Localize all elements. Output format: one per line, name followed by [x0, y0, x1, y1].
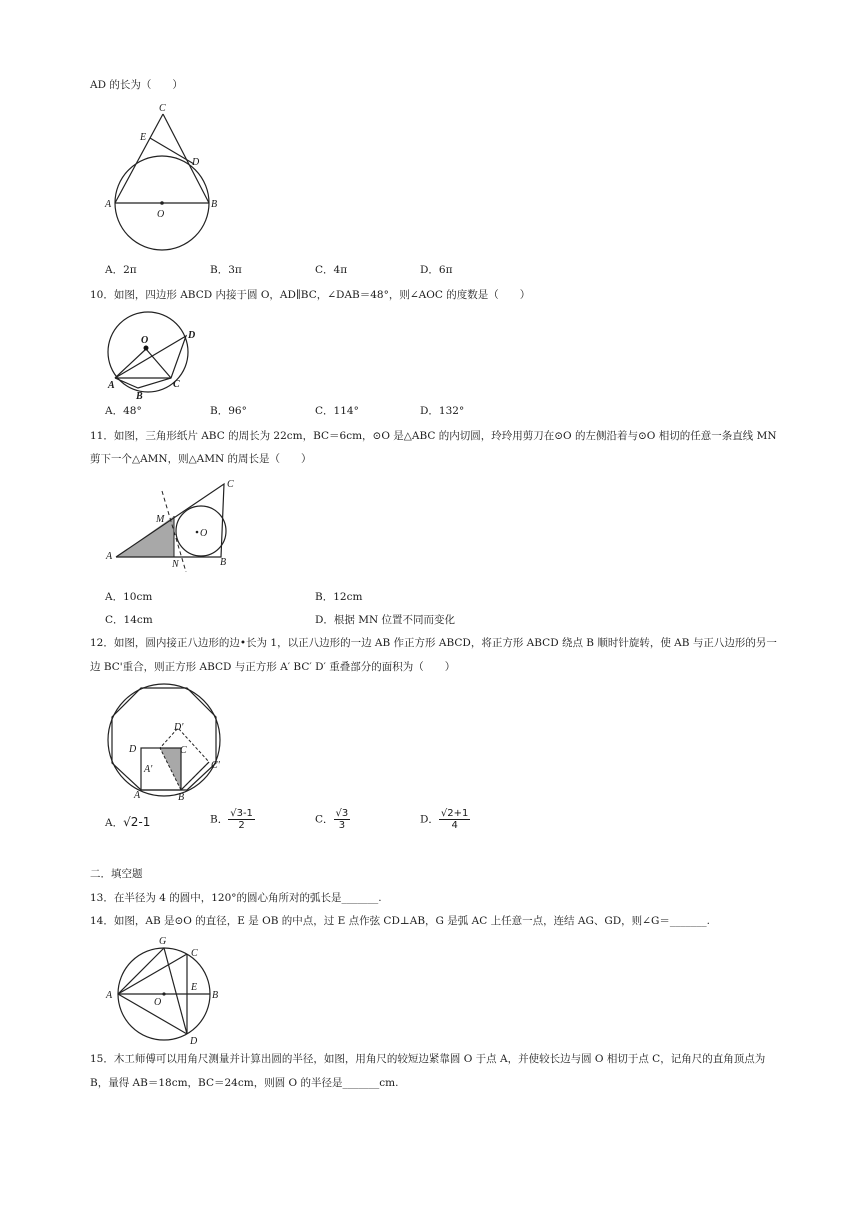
- q14-label-o: O: [154, 997, 162, 1008]
- q13-stem: 13．在半径为 4 的圆中，120°的圆心角所对的弧长是_______.: [90, 892, 382, 904]
- q12-stem-line1: 12．如图，圆内接正八边形的边•长为 1，以正八边形的一边 AB 作正方形 ABCD，将正方形 ABCD 绕点 B 顺时针旋转，使 AB 与正八边形的另一: [90, 637, 777, 649]
- q12-option-c: [315, 808, 350, 831]
- q10-option-d: D．132°: [420, 405, 465, 417]
- q11-label-o: O: [200, 528, 208, 539]
- q15-stem-line1: 15．木工师傅可以用角尺测量并计算出圆的半径，如图，用角尺的较短边紧靠圆 O 于点 A，并使较长边与圆 O 相切于点 C，记角尺的直角顶点为: [90, 1053, 766, 1065]
- q12-option-a-expr: √2-1: [123, 815, 151, 829]
- q10-figure: [100, 306, 200, 401]
- q11-center-dot: [196, 531, 199, 534]
- q12-option-b: [210, 808, 255, 831]
- q12-label-d: D: [129, 744, 137, 755]
- q12-circle: [108, 684, 220, 796]
- q10-option-c: C．114°: [315, 405, 359, 417]
- q9-label-b: B: [211, 199, 218, 210]
- q12-option-c-numerator: √3: [335, 808, 349, 819]
- q10-option-b: B．96°: [210, 405, 247, 417]
- q10-label-d: D: [188, 330, 196, 341]
- q12-label-c-prime: C': [211, 760, 220, 771]
- q14-segment-ad: [118, 994, 187, 1034]
- section-heading-fill-in: 二．填空题: [90, 868, 143, 880]
- q12-option-b-denominator: 2: [238, 820, 245, 831]
- q10-stem: 10．如图，四边形 ABCD 内接于圆 O，AD∥BC，∠DAB＝48°，则∠AOC 的度数是（ ）: [90, 289, 531, 301]
- q12-option-d-denominator: 4: [451, 820, 458, 831]
- q12-stem-line2: 边 BC'重合，则正方形 ABCD 与正方形 A′ BC′ D′ 重叠部分的面积为（ ）: [90, 661, 456, 673]
- q14-label-a: A: [106, 990, 113, 1001]
- q9-segment-ed: [150, 138, 194, 164]
- q10-radius-oc: [146, 349, 171, 378]
- q11-option-c: C．14cm: [105, 614, 153, 626]
- q11-label-c: C: [227, 479, 234, 490]
- q11-stem-line2: 剪下一个△AMN，则△AMN 的周长是（ ）: [90, 453, 312, 465]
- q11-label-m: M: [156, 514, 165, 525]
- q10-radius-oa: [115, 349, 146, 378]
- q9-label-d: D: [192, 157, 200, 168]
- q9-stem-tail: AD 的长为（ ）: [90, 79, 183, 91]
- q9-label-e: E: [140, 132, 147, 143]
- q12-option-b-fraction: [228, 808, 255, 831]
- q9-option-c: C．4π: [315, 264, 348, 276]
- q9-label-c: C: [159, 103, 166, 114]
- q12-option-d-numerator: √2+1: [440, 808, 469, 819]
- q11-figure: [104, 474, 244, 572]
- q12-side-bc-prime: [181, 762, 209, 790]
- q9-label-a: A: [105, 199, 112, 210]
- q9-figure: [100, 100, 230, 258]
- q11-option-a: A．10cm: [105, 591, 153, 603]
- q12-option-a-label: A．: [105, 817, 124, 829]
- q11-label-a: A: [106, 551, 113, 562]
- q12-figure: [104, 680, 234, 802]
- q12-option-b-label: B．: [210, 813, 229, 826]
- q14-label-c: C: [191, 948, 198, 959]
- q12-option-d-label: D．: [420, 813, 439, 826]
- q12-option-a: [105, 815, 150, 830]
- q12-option-d-fraction: [439, 808, 470, 831]
- q9-option-b: B．3π: [210, 264, 242, 276]
- q9-option-d: D．6π: [420, 264, 453, 276]
- q9-side-ac: [115, 114, 163, 203]
- q14-stem: 14．如图，AB 是⊙O 的直径，E 是 OB 的中点，过 E 点作弦 CD⊥AB，G 是弧 AC 上任意一点，连结 AG、GD，则∠G＝_______.: [90, 915, 710, 927]
- q14-label-g: G: [159, 936, 167, 947]
- q9-center-dot: [160, 201, 164, 205]
- q9-option-a: A．2π: [105, 264, 137, 276]
- q12-label-a-prime: A': [144, 764, 153, 775]
- q10-label-c: C: [173, 379, 180, 390]
- q12-option-b-numerator: √3-1: [230, 808, 253, 819]
- q12-option-c-label: C．: [315, 813, 334, 826]
- q12-label-c: C: [180, 745, 187, 756]
- q11-label-b: B: [220, 557, 227, 568]
- q14-label-e: E: [191, 982, 198, 993]
- q14-center-dot: [162, 992, 165, 995]
- q14-figure: [104, 934, 226, 1046]
- q14-label-b: B: [212, 990, 219, 1001]
- q12-label-b: B: [178, 792, 185, 802]
- q12-label-a: A: [134, 790, 141, 801]
- q11-option-b: B．12cm: [315, 591, 363, 603]
- q10-center-dot: [144, 346, 149, 351]
- q10-option-a: A．48°: [105, 405, 142, 417]
- q11-stem-line1: 11．如图，三角形纸片 ABC 的周长为 22cm，BC＝6cm，⊙O 是△ABC 的内切圆，玲玲用剪刀在⊙O 的左侧沿着与⊙O 相切的任意一条直线 MN: [90, 430, 777, 442]
- q14-label-d: D: [190, 1036, 198, 1046]
- q10-label-a: A: [108, 380, 115, 391]
- q11-option-d: D．根据 MN 位置不同而变化: [315, 614, 456, 626]
- q9-side-bc: [163, 114, 209, 203]
- q12-option-c-fraction: [334, 808, 351, 831]
- q12-option-c-denominator: 3: [338, 820, 346, 831]
- q10-label-o: O: [141, 335, 149, 346]
- q11-label-n: N: [172, 559, 179, 570]
- q10-label-b: B: [136, 391, 143, 401]
- q12-option-d: [420, 808, 470, 831]
- q15-stem-line2: B，量得 AB＝18cm，BC＝24cm，则圆 O 的半径是_______cm.: [90, 1077, 399, 1089]
- q12-octagon: [112, 688, 216, 790]
- q12-label-d-prime: D': [174, 722, 184, 733]
- q9-label-o: O: [157, 209, 165, 220]
